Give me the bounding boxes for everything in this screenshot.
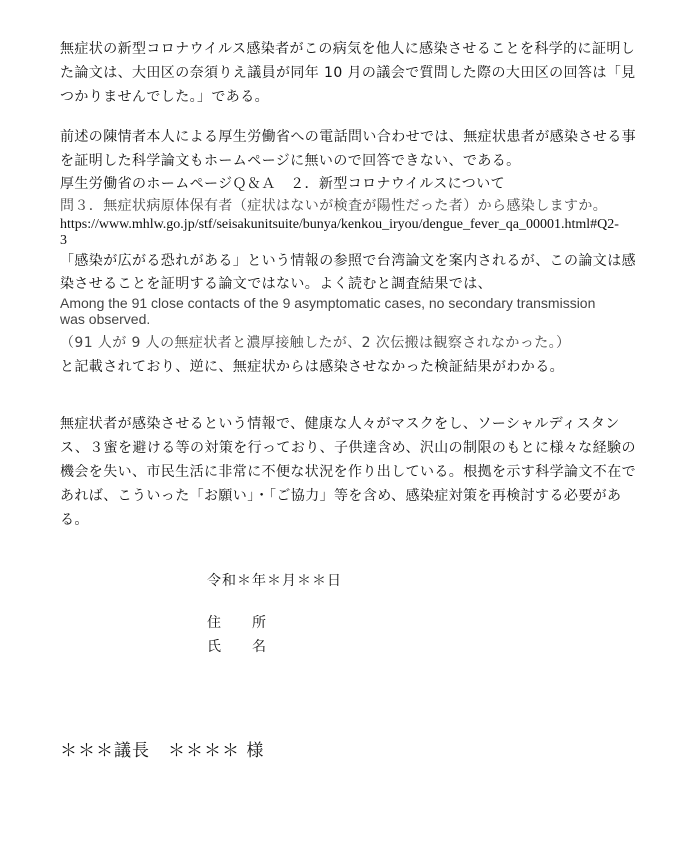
signature-date: 令和＊年＊月＊＊日 <box>207 573 342 589</box>
text-line: ス、３蜜を避ける等の対策を行っており、子供達含め、沢山の制限のもとに様々な経験の <box>60 440 636 456</box>
signature-address-label: 住 所 <box>207 615 267 631</box>
text-line: 厚生労働省のホームページＱ＆Ａ ２．新型コロナウイルスについて <box>60 176 505 192</box>
text-line: る。 <box>60 512 89 528</box>
text-line: と記載されており、逆に、無症状からは感染させなかった検証結果がわかる。 <box>60 359 564 375</box>
reference-url: https://www.mhlw.go.jp/stf/seisakunitsuite/bunya/kenkou_iryou/dengue_fever_qa_00001.html#Q2- <box>60 217 619 232</box>
text-line: 染させることを証明する論文ではない。よく読むと調査結果では、 <box>60 276 492 292</box>
question-line: 問３．無症状病原体保有者（症状はないが検査が陽性だった者）から感染しますか。 <box>60 198 608 214</box>
paragraph-mhlw-inquiry <box>60 125 652 379</box>
text-line: つかりませんでした。」である。 <box>60 89 269 105</box>
text-line: 機会を失い、市民生活に非常に不便な状況を作り出している。根拠を示す科学論文不在で <box>60 464 636 480</box>
text-line: 「感染が広がる恐れがある」という情報の参照で台湾論文を案内されるが、この論文は感 <box>60 253 636 269</box>
text-line: を証明した科学論文もホームページに無いので回答できない、である。 <box>60 153 521 169</box>
text-line: あれば、こういった「お願い」・「ご協力」等を含め、感染症対策を再検討する必要があ <box>60 488 622 504</box>
addressee: ＊＊＊議長 ＊＊＊＊ 様 <box>60 741 265 761</box>
english-quote-continuation: was observed. <box>60 311 151 327</box>
english-quote: Among the 91 close contacts of the 9 asymptomatic cases, no secondary transmission <box>60 295 596 311</box>
translation-line: （91 人が 9 人の無症状者と濃厚接触したが、2 次伝搬は観察されなかった。） <box>60 335 571 351</box>
signature-name-label: 氏 名 <box>207 639 267 655</box>
paragraph-countermeasure-request <box>60 412 652 532</box>
text-line: 無症状者が感染させるという情報で、健康な人々がマスクをし、ソーシャルディスタン <box>60 416 620 432</box>
text-line: 前述の陳情者本人による厚生労働省への電話問い合わせでは、無症状患者が感染させる事 <box>60 129 636 145</box>
text-line: た論文は、大田区の奈須りえ議員が同年 10 月の議会で質問した際の大田区の回答は「見 <box>60 65 636 81</box>
paragraph-asymptomatic-evidence <box>60 37 652 109</box>
text-line: 無症状の新型コロナウイルス感染者がこの病気を他人に感染させることを科学的に証明し <box>60 41 636 57</box>
reference-url-continuation: 3 <box>60 233 67 248</box>
